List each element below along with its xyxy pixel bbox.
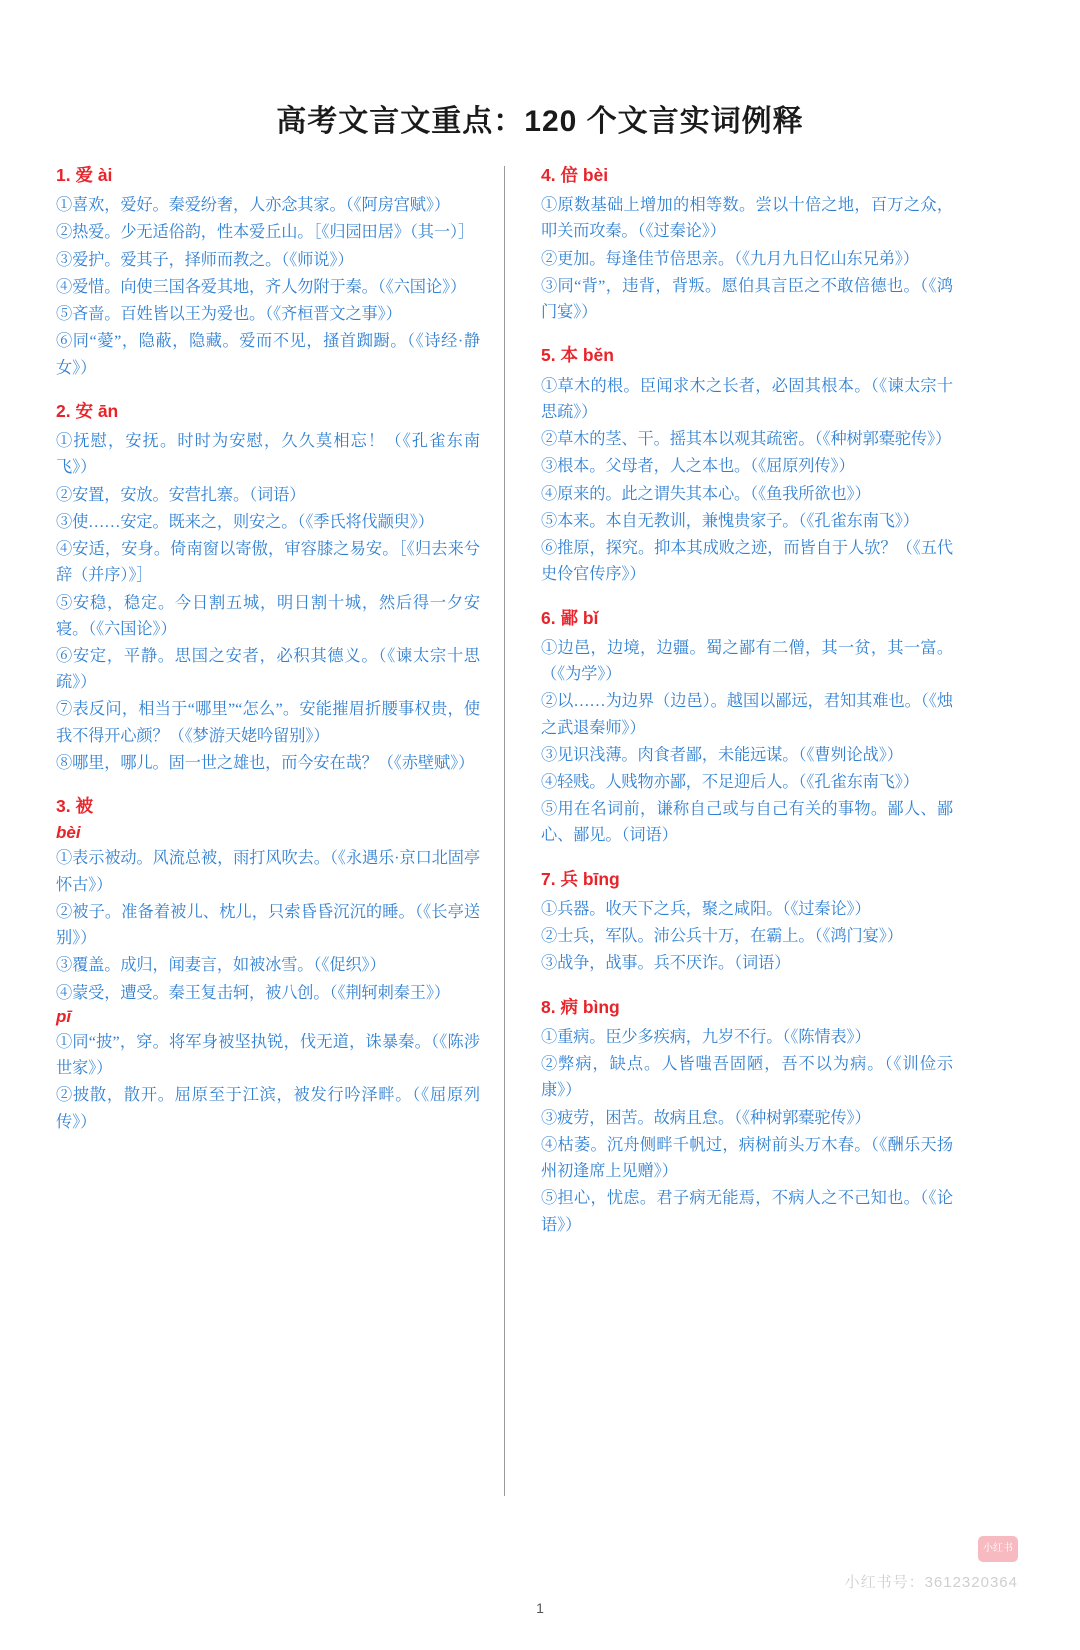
sense-item: ③同“背”，违背，背叛。愿伯具言臣之不敢倍德也。（《鸿门宴》）: [541, 276, 953, 322]
sense-item: ⑥安定，平静。思国之安者，必积其德义。（《谏太宗十思疏》）: [56, 647, 480, 692]
sense-item: ②被子。准备着被儿、枕儿，只索昏昏沉沉的睡。（《长亭送别》）: [56, 902, 480, 948]
sense-item: ⑤吝啬。百姓皆以王为爱也。（《齐桓晋文之事》）: [56, 305, 402, 324]
entry-bing-weapon: [541, 866, 953, 977]
entry-an: [56, 398, 480, 776]
entry-bei: [56, 793, 480, 1135]
entry-heading: 8. 病 bìng: [541, 996, 620, 1017]
sense-item: ⑤用在名词前，谦称自己或与自己有关的事物。鄙人、鄙心、鄙见。（词语）: [541, 800, 953, 845]
sense-item: ④蒙受，遭受。秦王复击轲，被八创。（《荆轲刺秦王》）: [56, 983, 450, 1002]
entry-heading: 5. 本 běn: [541, 345, 614, 366]
page-number: 1: [536, 1600, 544, 1616]
two-column-body: [56, 162, 1024, 1496]
xiaohongshu-logo: 小红书: [978, 1536, 1018, 1562]
sense-item: ⑤本来。本自无教训，兼愧贵家子。（《孔雀东南飞》）: [541, 511, 919, 530]
sense-item: ①兵器。收天下之兵，聚之咸阳。（《过秦论》）: [541, 899, 871, 918]
sense-item: ②更加。每逢佳节倍思亲。（《九月九日忆山东兄弟》）: [541, 249, 919, 268]
page-title: 高考文言文重点：120 个文言实词例释: [276, 105, 804, 138]
sense-item: ①喜欢，爱好。秦爱纷奢，人亦念其家。（《阿房宫赋》）: [56, 196, 450, 215]
sense-item: ①原数基础上增加的相等数。尝以十倍之地，百万之众，叩关而攻秦。（《过秦论》）: [541, 196, 953, 241]
column-right: [505, 162, 953, 1255]
entry-pinyin: bèi: [56, 823, 81, 843]
watermark-text: 小红书号：3612320364: [844, 1574, 1018, 1591]
entry-bei-times: [541, 162, 953, 325]
sense-item: ⑤担心，忧虑。君子病无能焉，不病人之不己知也。（《论语》）: [541, 1189, 953, 1234]
sense-item: ⑥推原，探究。抑本其成败之迹，而皆自于人欤？（《五代史伶官传序》）: [541, 539, 953, 584]
sense-item: ⑤安稳，稳定。今日割五城，明日割十城，然后得一夕安寝。（《六国论》）: [56, 593, 480, 638]
sense-item: ④枯萎。沉舟侧畔千帆过，病树前头万木春。（《酬乐天扬州初逢席上见赠》）: [541, 1135, 953, 1181]
sense-item: ②安置，安放。安营扎寨。（词语）: [56, 485, 306, 504]
sense-item: ①边邑，边境，边疆。蜀之鄙有二僧，其一贫，其一富。（《为学》）: [541, 638, 953, 684]
sense-item: ②士兵，军队。沛公兵十万，在霸上。（《鸿门宴》）: [541, 927, 903, 946]
sense-item: ③根本。父母者，人之本也。（《屈原列传》）: [541, 457, 855, 476]
sense-item: ③疲劳，困苦。故病且怠。（《种树郭橐驼传》）: [541, 1108, 871, 1127]
sense-item: ③使……安定。既来之，则安之。（《季氏将伐颛臾》）: [56, 512, 434, 531]
entry-ai: [56, 162, 480, 381]
sense-item: ④爱惜。向使三国各爱其地，齐人勿附于秦。（《六国论》）: [56, 277, 467, 296]
sense-item: ②草木的茎、干。摇其本以观其疏密。（《种树郭橐驼传》）: [541, 430, 952, 449]
sense-item: ⑦表反问，相当于“哪里”“怎么”。安能摧眉折腰事权贵，使我不得开心颜？（《梦游天姥吟留别》）: [56, 700, 480, 745]
entry-heading: 1. 爱 ài: [56, 165, 113, 185]
sense-item: ②弊病，缺点。人皆嗤吾固陋，吾不以为病。（《训俭示康》）: [541, 1055, 953, 1100]
sense-item: ②以……为边界（边邑）。越国以鄙远，君知其难也。（《烛之武退秦师》）: [541, 692, 953, 737]
sense-item: ④轻贱。人贱物亦鄙，不足迎后人。（《孔雀东南飞》）: [541, 772, 919, 791]
sense-item: ②热爱。少无适俗韵，性本爱丘山。［《归园田居》（其一）］: [56, 223, 475, 242]
sense-item: ③见识浅薄。肉食者鄙，未能远谋。（《曹刿论战》）: [541, 745, 903, 764]
entry-heading: 3. 被: [56, 796, 93, 817]
column-left: [56, 162, 504, 1152]
sense-item: ③战争，战事。兵不厌诈。（词语）: [541, 954, 791, 973]
entry-ben: [541, 342, 953, 587]
sense-item: ④原来的。此之谓失其本心。（《鱼我所欲也》）: [541, 484, 871, 503]
entry-alt-pinyin: pī: [56, 1006, 72, 1026]
entry-bing-illness: [541, 994, 953, 1238]
sense-item: ⑧哪里，哪儿。固一世之雄也，而今安在哉？（《赤壁赋》）: [56, 753, 475, 772]
entry-heading: 6. 鄙 bǐ: [541, 607, 599, 628]
sense-item: ⑥同“薆”，隐蔽，隐藏。爱而不见，搔首踟蹰。（《诗经·静女》）: [56, 332, 480, 377]
sense-item: ①表示被动。风流总被，雨打风吹去。（《永遇乐·京口北固亭怀古》）: [56, 849, 480, 894]
sense-item: ②披散，散开。屈原至于江滨，被发行吟泽畔。（《屈原列传》）: [56, 1086, 480, 1131]
entry-bi: [541, 605, 953, 849]
entry-heading: 7. 兵 bīng: [541, 868, 620, 889]
sense-item: ①抚慰，安抚。时时为安慰，久久莫相忘！（《孔雀东南飞》）: [56, 432, 480, 477]
sense-item: ③覆盖。成归，闻妻言，如被冰雪。（《促织》）: [56, 956, 386, 975]
sense-item: ④安适，安身。倚南窗以寄傲，审容膝之易安。［《归去来兮辞（并序）》］: [56, 540, 480, 585]
entry-heading: 4. 倍 bèi: [541, 165, 609, 185]
sense-item: ③爱护。爱其子，择师而教之。（《师说》）: [56, 250, 354, 269]
sense-item: ①重病。臣少多疾病，九岁不行。（《陈情表》）: [541, 1027, 871, 1046]
entry-heading: 2. 安 ān: [56, 400, 119, 421]
sense-item: ①草木的根。臣闻求木之长者，必固其根本。（《谏太宗十思疏》）: [541, 376, 953, 421]
sense-item: ①同“披”，穿。将军身被坚执锐，伐无道，诛暴秦。（《陈涉世家》）: [56, 1032, 480, 1078]
